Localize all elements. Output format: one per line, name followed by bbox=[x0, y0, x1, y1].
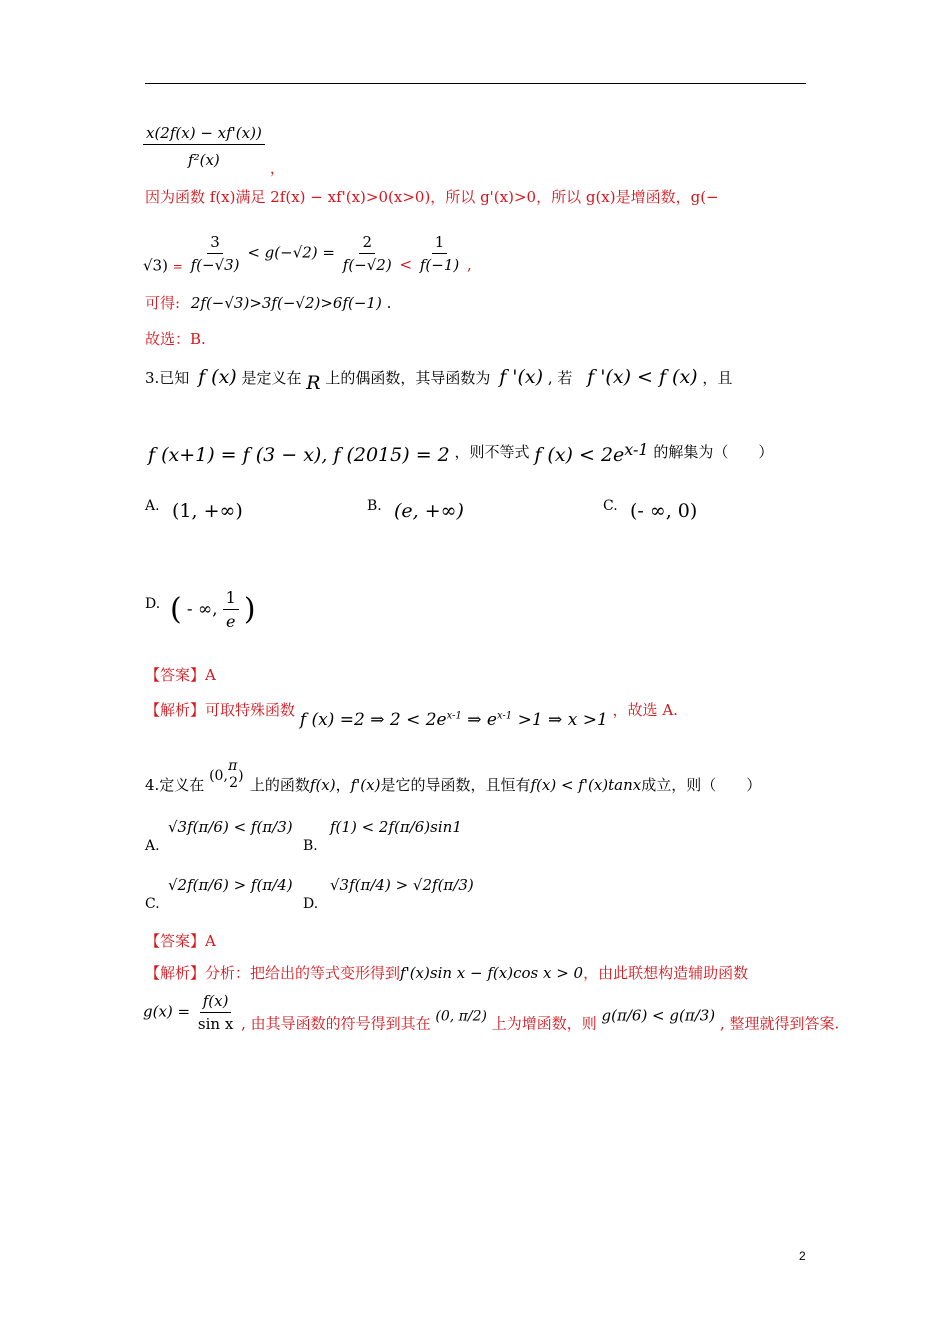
q3-option-d-left: - ∞, bbox=[186, 599, 218, 620]
q3-jiexi-expr1: f (x) =2 ⇒ 2 < 2e bbox=[299, 710, 447, 730]
q3-fpx: f '(x) bbox=[499, 366, 544, 388]
top-fraction-comma: ， bbox=[269, 159, 285, 177]
explain-line: 因为函数 f(x)满足 2f(x) − xf'(x)>0(x>0)，所以 g'(x)>0，所以 g(x)是增函数，g(− bbox=[145, 188, 719, 206]
q3-line2-sup: x-1 bbox=[624, 440, 649, 459]
inequality-comma: , bbox=[467, 255, 472, 274]
kede-label: 可得: bbox=[145, 294, 181, 312]
kede-line bbox=[145, 292, 391, 313]
q3-option-d-num: 1 bbox=[223, 588, 239, 610]
guxuan-b: 故选：B. bbox=[145, 330, 206, 348]
fraction-3 bbox=[188, 233, 243, 274]
q4-fx: f(x) bbox=[309, 776, 336, 794]
q3-option-c-label: C. bbox=[603, 498, 618, 514]
q4-option-a[interactable]: √3f(π/6) < f(π/3) bbox=[168, 818, 293, 836]
q3-jiexi-text: 可取特殊函数 bbox=[205, 701, 296, 719]
q3-option-b-label: B. bbox=[367, 498, 382, 514]
kede-expression: 2f(−√3)>3f(−√2)>6f(−1) bbox=[190, 294, 382, 312]
sqrt3-lead: √3) bbox=[143, 256, 168, 275]
q3-option-a[interactable]: (1, +∞) bbox=[172, 500, 243, 522]
q4-jiexi-text1: 分析：把给出的等式变形得到 bbox=[205, 964, 401, 982]
q4-option-c[interactable]: √2f(π/6) > f(π/4) bbox=[168, 876, 293, 894]
q3-jiexi-expr bbox=[300, 710, 608, 730]
top-fraction-numerator: x(2f(x) − xf'(x)) bbox=[143, 124, 265, 145]
q3-text3: , 若 bbox=[547, 369, 573, 387]
q4-option-c-label: C. bbox=[145, 896, 160, 912]
q3-line2-text: ，则不等式 bbox=[454, 443, 530, 461]
fraction-3-den: f(−√3) bbox=[190, 256, 240, 274]
q4-fpx: f'(x) bbox=[350, 776, 381, 794]
q3-line2-ineq: f (x) < 2e bbox=[534, 444, 625, 466]
q4-interval-right: ) bbox=[238, 768, 244, 784]
q3-line2-expr: f (x+1) = f (3 − x), f (2015) = 2 bbox=[148, 444, 450, 466]
fraction-1-num: 1 bbox=[432, 233, 448, 254]
q3-option-a-label: A. bbox=[145, 498, 160, 514]
q3-line2-end: 的解集为（ ） bbox=[653, 443, 774, 461]
q3-line2 bbox=[148, 440, 773, 466]
q3-jiexi-expr3: >1 ⇒ x >1 bbox=[512, 710, 608, 730]
q3-option-d-rparen: ) bbox=[243, 591, 256, 627]
fraction-2-den: f(−√2) bbox=[342, 256, 392, 274]
q4-interval-pi: π bbox=[228, 758, 238, 774]
q3-option-d-label: D. bbox=[145, 596, 161, 612]
q3-answer: 【答案】A bbox=[145, 666, 216, 684]
q4-jiexi-text4: 上为增函数，则 bbox=[491, 1014, 597, 1033]
q3-jiexi-sup2: x-1 bbox=[496, 710, 513, 722]
header-rule bbox=[145, 83, 806, 84]
top-fraction bbox=[143, 124, 285, 178]
q3-option-d-den: e bbox=[225, 612, 236, 631]
q4-g-num: f(x) bbox=[200, 992, 232, 1013]
q4-prefix: 4.定义在 bbox=[145, 776, 205, 794]
q4-text3: 是它的导函数，且恒有 bbox=[380, 776, 531, 794]
q3-text1: 是定义在 bbox=[241, 369, 302, 387]
q4-jiexi-g: g(π/6) < g(π/3) bbox=[601, 1006, 716, 1025]
q3-jiexi-end: ，故选 A. bbox=[612, 701, 678, 719]
q4-option-d-label: D. bbox=[303, 896, 319, 912]
less-than-2: < bbox=[399, 255, 413, 274]
q4-jiexi-text5: , 整理就得到答案. bbox=[719, 1014, 840, 1033]
q3-R: R bbox=[306, 372, 321, 394]
fraction-2 bbox=[340, 233, 395, 274]
q4-text2: ， bbox=[335, 776, 351, 794]
q4-g-den: sin x bbox=[197, 1015, 234, 1033]
q3-text2: 上的偶函数，其导函数为 bbox=[325, 369, 491, 387]
q4-jiexi-text3: , 由其导函数的符号得到其在 bbox=[241, 1014, 431, 1033]
q4-line1 bbox=[145, 758, 761, 795]
eq-sign: = bbox=[172, 259, 183, 274]
q4-jiexi-expr: f'(x)sin x − f(x)cos x > 0 bbox=[400, 964, 584, 982]
q4-answer: 【答案】A bbox=[145, 932, 216, 950]
q4-condition: f(x) < f'(x)tanx bbox=[530, 776, 642, 794]
q4-jiexi-text2: ，由此联想构造辅助函数 bbox=[583, 964, 749, 982]
q4-option-d[interactable]: √3f(π/4) > √2f(π/3) bbox=[330, 876, 474, 894]
q3-jiexi-expr2: ⇒ e bbox=[461, 710, 497, 730]
inequality-line bbox=[143, 233, 472, 275]
q4-interval-two: 2 bbox=[229, 775, 239, 791]
q3-jiexi bbox=[145, 699, 678, 730]
q3-jiexi-sup1: x-1 bbox=[446, 710, 462, 722]
q4-interval bbox=[209, 758, 245, 794]
q3-option-d[interactable] bbox=[170, 588, 256, 631]
less-than-1: < bbox=[247, 243, 260, 262]
q3-text4: ，且 bbox=[702, 369, 733, 387]
q4-interval-left: (0, bbox=[209, 768, 228, 784]
q3-line1 bbox=[145, 366, 732, 394]
q4-option-b[interactable]: f(1) < 2f(π/6)sin1 bbox=[330, 818, 462, 836]
page-number: 2 bbox=[799, 1249, 806, 1263]
q4-jiexi-line1 bbox=[145, 962, 748, 983]
fraction-1-den: f(−1) bbox=[419, 256, 460, 274]
q3-jiexi-label: 【解析】 bbox=[145, 701, 206, 719]
fraction-3-num: 3 bbox=[207, 233, 223, 254]
q3-option-b[interactable]: (e, +∞) bbox=[394, 500, 464, 522]
q3-prefix: 3.已知 bbox=[145, 369, 190, 387]
q4-text1: 上的函数 bbox=[249, 776, 310, 794]
q4-g-fraction bbox=[195, 992, 236, 1033]
q4-jiexi-interval: (0, π/2) bbox=[435, 1008, 487, 1025]
q4-text4: 成立，则（ ） bbox=[641, 776, 762, 794]
q3-inequality: f '(x) < f (x) bbox=[587, 366, 698, 388]
top-fraction-denominator: f²(x) bbox=[188, 151, 220, 169]
q4-jiexi-label: 【解析】 bbox=[145, 964, 206, 982]
g-neg-sqrt2: g(−√2) = bbox=[264, 243, 335, 262]
q4-option-a-label: A. bbox=[145, 838, 160, 854]
kede-period: . bbox=[386, 294, 392, 312]
fraction-2-num: 2 bbox=[359, 233, 375, 254]
q4-option-b-label: B. bbox=[303, 838, 318, 854]
q4-g-lhs: g(x) = bbox=[143, 1002, 191, 1021]
q4-jiexi-line2 bbox=[143, 992, 839, 1034]
q3-option-d-lparen: ( bbox=[170, 591, 182, 627]
q3-fx: f (x) bbox=[198, 366, 237, 388]
q3-option-d-fraction bbox=[223, 588, 239, 631]
q3-option-c[interactable]: (- ∞, 0) bbox=[630, 500, 698, 522]
fraction-1 bbox=[417, 233, 462, 274]
